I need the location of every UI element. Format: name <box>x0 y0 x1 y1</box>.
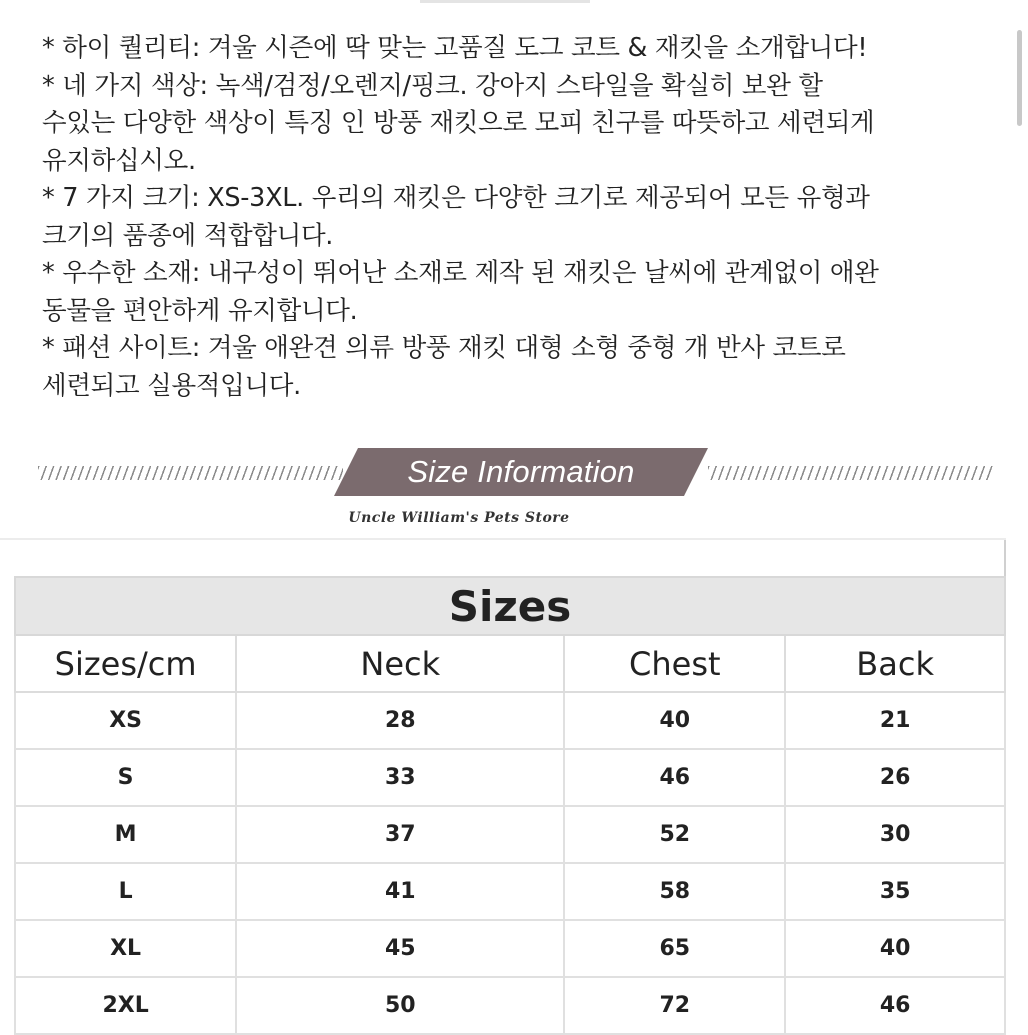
chest-cell: 65 <box>564 920 785 977</box>
size-cell: XS <box>15 692 236 749</box>
description-line: 크기의 품종에 적합합니다. <box>42 220 334 251</box>
neck-cell: 37 <box>236 806 564 863</box>
chest-cell: 72 <box>564 977 785 1034</box>
product-description <box>42 30 992 405</box>
size-cell: 2XL <box>15 977 236 1034</box>
neck-cell: 33 <box>236 749 564 806</box>
back-cell: 21 <box>785 692 1005 749</box>
chest-cell: 58 <box>564 863 785 920</box>
table-row <box>15 692 1005 749</box>
size-chart-table <box>14 576 1006 1035</box>
header-cell-size: Sizes/cm <box>15 635 236 692</box>
back-cell: 46 <box>785 977 1005 1034</box>
chest-cell: 52 <box>564 806 785 863</box>
chest-cell: 46 <box>564 749 785 806</box>
table-frame-top <box>0 538 1006 540</box>
description-line: * 패션 사이트: 겨울 애완견 의류 방풍 재킷 대형 소형 중형 개 반사 코트로 <box>42 333 846 363</box>
neck-cell: 41 <box>236 863 564 920</box>
size-cell: L <box>15 863 236 920</box>
store-name-row <box>0 510 1028 526</box>
table-header-row <box>15 635 1005 692</box>
banner-hatch-right <box>708 466 993 480</box>
description-line: 동물을 편안하게 유지합니다. <box>42 295 358 326</box>
header-cell-neck: Neck <box>236 635 564 692</box>
table-row <box>15 806 1005 863</box>
table-title: Sizes <box>15 577 1005 635</box>
back-cell: 30 <box>785 806 1005 863</box>
size-information-banner <box>38 446 993 501</box>
back-cell: 35 <box>785 863 1005 920</box>
scrollbar-thumb[interactable] <box>1017 30 1022 126</box>
neck-cell: 28 <box>236 692 564 749</box>
description-line: 유지하십시오. <box>42 145 196 176</box>
header-cell-back: Back <box>785 635 1005 692</box>
description-line: * 네 가지 색상: 녹색/검정/오렌지/핑크. 강아지 스타일을 확실히 보완 할 <box>42 70 823 101</box>
size-cell: M <box>15 806 236 863</box>
table-row <box>15 977 1005 1034</box>
description-line: * 우수한 소재: 내구성이 뛰어난 소재로 제작 된 재킷은 날씨에 관계없이 애완 <box>42 258 879 288</box>
neck-cell: 45 <box>236 920 564 977</box>
banner-hatch-left <box>38 466 343 480</box>
description-line: 세련되고 실용적입니다. <box>42 370 301 401</box>
header-cell-chest: Chest <box>564 635 785 692</box>
neck-cell: 50 <box>236 977 564 1034</box>
table-frame-edge <box>1004 540 1006 580</box>
back-cell: 40 <box>785 920 1005 977</box>
table-title-row <box>15 577 1005 635</box>
size-cell: S <box>15 749 236 806</box>
store-name: Uncle William's Pets Store <box>348 510 570 526</box>
table-row <box>15 920 1005 977</box>
size-cell: XL <box>15 920 236 977</box>
chest-cell: 40 <box>564 692 785 749</box>
table-row <box>15 749 1005 806</box>
back-cell: 26 <box>785 749 1005 806</box>
top-edge-strip <box>420 0 590 3</box>
description-line: 수있는 다양한 색상이 특징 인 방풍 재킷으로 모피 친구를 따뜻하고 세련되게 <box>42 108 875 138</box>
description-line: * 7 가지 크기: XS-3XL. 우리의 재킷은 다양한 크기로 제공되어 모든 유형과 <box>42 183 870 213</box>
table-row <box>15 863 1005 920</box>
banner-title: Size Information <box>407 454 635 489</box>
description-line: * 하이 퀄리티: 겨울 시즌에 딱 맞는 고품질 도그 코트 & 재킷을 소개합니다! <box>42 33 868 63</box>
